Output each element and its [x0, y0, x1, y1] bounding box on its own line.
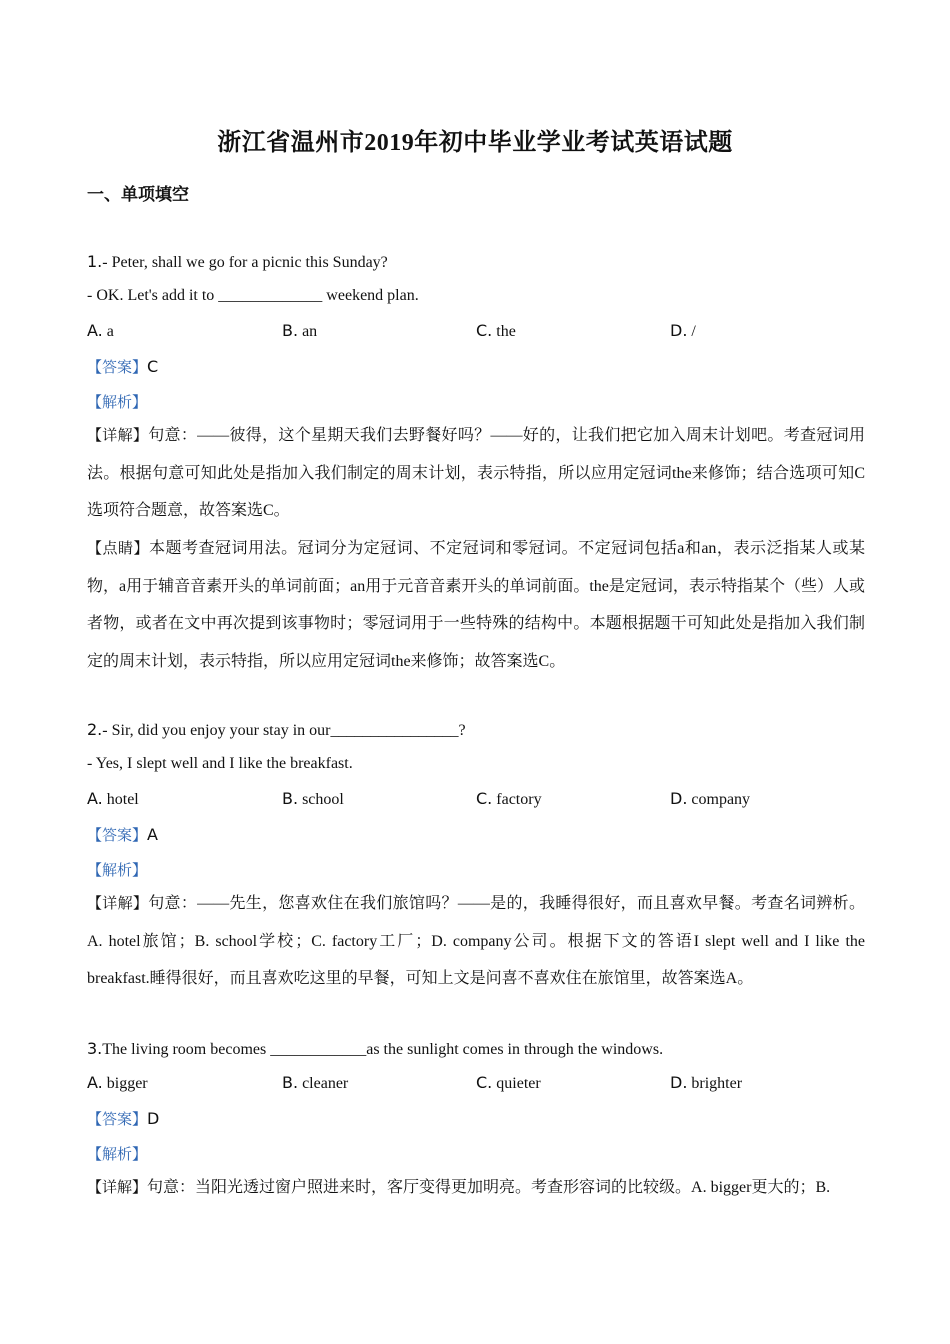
detail-label: 【详解】	[87, 894, 149, 912]
option-text: quieter	[496, 1075, 541, 1092]
option-text: company	[691, 791, 751, 808]
answer-value: D	[147, 1109, 160, 1128]
answer-row	[87, 824, 158, 845]
option-text: cleaner	[302, 1075, 349, 1092]
option-d	[670, 321, 696, 341]
question-line: - OK. Let's add it to _____________ weekend plan.	[87, 287, 419, 304]
answer-label: 【答案】	[87, 826, 148, 844]
option-letter: C.	[476, 789, 493, 808]
option-text: brighter	[691, 1075, 743, 1092]
detail-text: 句意：——彼得，这个星期天我们去野餐好吗？——好的，让我们把它加入周末计划吧。考查冠词用法。根据句意可知此处是指加入我们制定的周末计划，表示特指，所以应用定冠词the来修饰；结合选项可知C选项符合题意，故答案选C。	[87, 427, 865, 519]
option-text: /	[691, 323, 696, 340]
pointer-paragraph	[87, 530, 865, 680]
question-2-prompt	[87, 720, 466, 740]
option-letter: C.	[476, 321, 493, 340]
option-letter: A.	[87, 321, 103, 340]
question-line: - Sir, did you enjoy your stay in our________________?	[102, 722, 466, 739]
question-3-prompt	[87, 1039, 663, 1059]
option-text: a	[106, 323, 114, 340]
question-number: 3.	[87, 1039, 103, 1058]
question-line: - Peter, shall we go for a picnic this Sunday?	[102, 254, 388, 271]
option-text: bigger	[106, 1075, 148, 1092]
detail-text: 句意：——先生，您喜欢住在我们旅馆吗？——是的，我睡得很好，而且喜欢早餐。考查名词辨析。A. hotel旅馆；B. school学校；C. factory工厂；D. company公司。根据下文的答语I slept well and I like the breakfast.睡得很好，而且喜欢吃这里的早餐，可知上文是问喜不喜欢住在旅馆里，故答案选A。	[87, 895, 865, 987]
question-number: 2.	[87, 720, 103, 739]
option-letter: B.	[282, 1073, 299, 1092]
analysis-row	[87, 1143, 147, 1164]
answer-label: 【答案】	[87, 1110, 148, 1128]
section-heading: 一、单项填空	[87, 185, 189, 205]
option-letter: C.	[476, 1073, 493, 1092]
option-text: an	[302, 323, 318, 340]
option-text: school	[302, 791, 344, 808]
answer-label: 【答案】	[87, 358, 148, 376]
answer-value: A	[147, 825, 158, 844]
option-letter: A.	[87, 1073, 103, 1092]
option-text: the	[496, 323, 516, 340]
option-text: hotel	[106, 791, 139, 808]
page-title: 浙江省温州市2019年初中毕业学业考试英语试题	[217, 130, 733, 156]
analysis-label: 【解析】	[87, 393, 148, 411]
answer-row	[87, 356, 158, 377]
option-b	[282, 789, 344, 809]
option-a	[87, 1073, 148, 1093]
option-letter: D.	[670, 789, 688, 808]
detail-paragraph	[87, 885, 865, 998]
option-letter: D.	[670, 1073, 688, 1092]
question-line: The living room becomes ____________as the sunlight comes in through the windows.	[102, 1041, 664, 1058]
option-letter: B.	[282, 789, 299, 808]
option-c	[476, 1073, 541, 1093]
detail-label: 【详解】	[87, 1178, 148, 1196]
option-letter: B.	[282, 321, 299, 340]
analysis-row	[87, 391, 147, 412]
analysis-row	[87, 859, 147, 880]
option-a	[87, 789, 139, 809]
question-line: - Yes, I slept well and I like the breakfast.	[87, 755, 353, 772]
detail-text: 句意：当阳光透过窗户照进来时，客厅变得更加明亮。考查形容词的比较级。A. bigger更大的；B.	[147, 1179, 831, 1196]
detail-label: 【详解】	[87, 426, 149, 444]
answer-row	[87, 1108, 159, 1129]
option-text: factory	[496, 791, 542, 808]
option-b	[282, 321, 317, 341]
option-d	[670, 789, 750, 809]
option-c	[476, 321, 516, 341]
analysis-label: 【解析】	[87, 861, 148, 879]
detail-paragraph	[87, 417, 865, 530]
question-1-prompt	[87, 252, 388, 272]
pointer-text: 本题考查冠词用法。冠词分为定冠词、不定冠词和零冠词。不定冠词包括a和an，表示泛指某人或某物，a用于辅音音素开头的单词前面；an用于元音音素开头的单词前面。the是定冠词，表示特指某个（些）人或者物，或者在文中再次提到该事物时；零冠词用于一些特殊的结构中。本题根据题干可知此处是指加入我们制定的周末计划，表示特指，所以应用定冠词the来修饰；故答案选C。	[87, 540, 865, 670]
option-c	[476, 789, 542, 809]
pointer-label: 【点睛】	[87, 539, 150, 557]
option-letter: D.	[670, 321, 688, 340]
answer-value: C	[147, 357, 159, 376]
analysis-label: 【解析】	[87, 1145, 148, 1163]
option-a	[87, 321, 114, 341]
option-b	[282, 1073, 348, 1093]
option-d	[670, 1073, 742, 1093]
question-number: 1.	[87, 252, 103, 271]
option-letter: A.	[87, 789, 103, 808]
detail-paragraph	[87, 1169, 865, 1207]
